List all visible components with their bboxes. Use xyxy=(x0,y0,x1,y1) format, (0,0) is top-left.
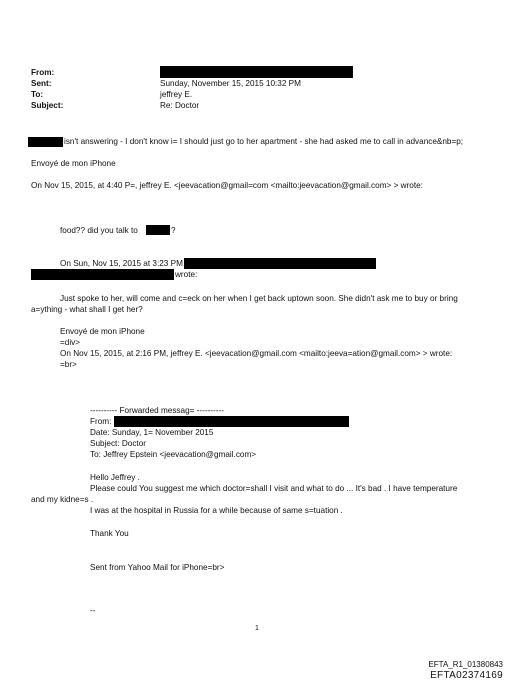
thanks-line: Thank You xyxy=(90,529,129,538)
spoke-line-2: a=ything - what shall I get her? xyxy=(31,305,143,314)
sent-label: Sent: xyxy=(31,79,52,88)
redaction-bar xyxy=(31,269,174,280)
to-label: To: xyxy=(31,90,44,99)
request-line-cont: and my kidne=s . xyxy=(31,495,94,504)
sent-value: Sunday, November 15, 2015 10:32 PM xyxy=(160,79,301,88)
signature-iphone-2: Envoyé de mon iPhone xyxy=(60,327,145,336)
food-question: food?? did you talk to xyxy=(60,226,138,235)
bates-number-1: EFTA_R1_01380843 xyxy=(428,660,503,669)
to-value: jeffrey E. xyxy=(160,90,193,99)
redaction-bar xyxy=(160,66,353,78)
fwd-from-label: From: xyxy=(90,417,112,426)
dash-line: -- xyxy=(90,606,96,615)
fwd-to: To: Jeffrey Epstein <jeevacation@gmail.com> xyxy=(90,450,257,459)
fwd-subject: Subject: Doctor xyxy=(90,439,146,448)
forwarded-header: ---------- Forwarded messag= ---------- xyxy=(90,406,224,415)
page-number: 1 xyxy=(255,625,259,632)
redaction-bar xyxy=(28,137,63,147)
sent-from-line: Sent from Yahoo Mail for iPhone=br> xyxy=(90,563,225,572)
redaction-bar xyxy=(114,416,349,427)
request-line: Please could You suggest me which doctor=shall I visit and what to do ... It's bad . I have temperature xyxy=(90,484,458,493)
quote-header-1: On Nov 15, 2015, at 4:40 P=, jeffrey E. <jeevacation@gmail=com <mailto:jeevacation@gmail.com> > wrote: xyxy=(31,181,423,190)
quote-header-3: On Nov 15, 2015, at 2:16 PM, jeffrey E. <jeevacation@gmail.com <mailto:jeeva=ation@gmail.com> > wrote: xyxy=(60,349,453,358)
signature-iphone-1: Envoyé de mon iPhone xyxy=(31,159,116,168)
hospital-line: I was at the hospital in Russia for a while because of same s=tuation . xyxy=(90,506,343,515)
body-line-1: isn't answering - I don't know i= I should just go to her apartment - she had asked me to call in advance&nb=p; xyxy=(64,137,464,146)
wrote-label: wrote: xyxy=(175,270,198,279)
subject-label: Subject: xyxy=(31,101,64,110)
fwd-date: Date: Sunday, 1= November 2015 xyxy=(90,428,214,437)
food-question-end: ? xyxy=(171,226,176,235)
quote-header-2: On Sun, Nov 15, 2015 at 3:23 PM xyxy=(60,259,183,268)
greeting: Hello Jeffrey . xyxy=(90,473,140,482)
redaction-bar xyxy=(146,225,170,235)
bates-number-2: EFTA02374169 xyxy=(430,670,503,681)
subject-value: Re: Doctor xyxy=(160,101,200,110)
from-label: From: xyxy=(31,68,55,77)
br-tag: =br> xyxy=(60,360,77,369)
spoke-line-1: Just spoke to her, will come and c=eck on her when I get back uptown soon. She didn't ask me to buy or bring xyxy=(60,294,458,303)
div-tag: =div> xyxy=(60,338,81,347)
redaction-bar xyxy=(184,258,376,269)
